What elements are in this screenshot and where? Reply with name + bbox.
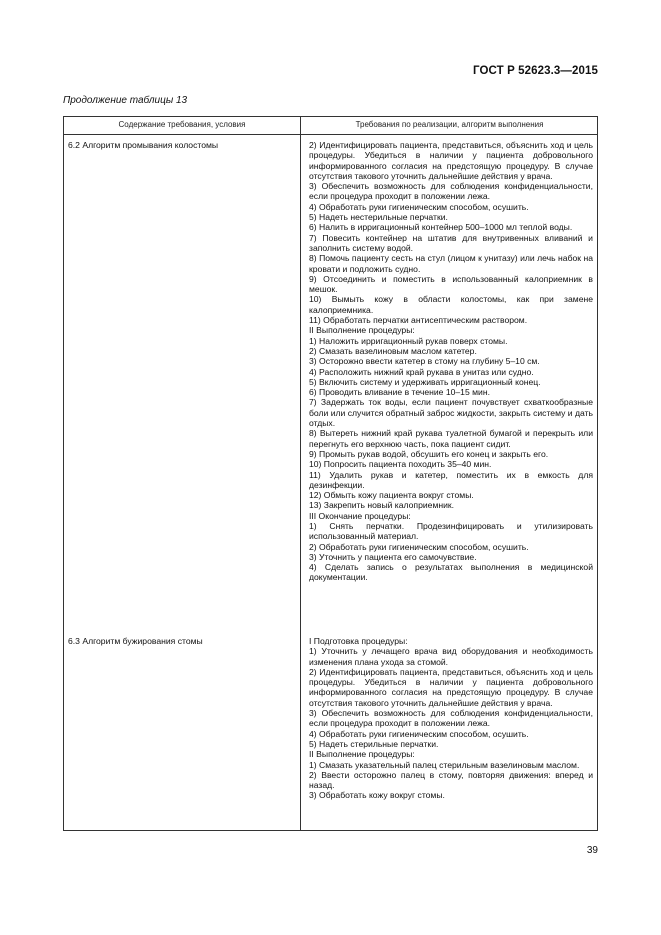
step-line: 6) Проводить вливание в течение 10–15 мин.	[309, 387, 490, 398]
step-line: 11) Обработать перчатки антисептическим раствором.	[309, 315, 528, 326]
header-divider	[64, 134, 597, 135]
step-line: 5) Надеть нестерильные перчатки.	[309, 212, 448, 223]
step-line: 5) Надеть стерильные перчатки.	[309, 738, 439, 749]
step-line: 3) Обеспечить возможность для соблюдения конфиденциальности, если процедура проходит в положении лежа.	[309, 181, 593, 202]
step-line: 4) Обработать руки гигиеническим способом, осушить.	[309, 201, 529, 212]
step-line: 2) Обработать руки гигиеническим способом, осушить.	[309, 541, 529, 552]
step-line: 11) Удалить рукав и катетер, поместить их в емкость для дезинфекции.	[309, 469, 593, 490]
step-line: 2) Смазать вазелиновым маслом катетер.	[309, 345, 477, 356]
row-title-stoma-bougienage: 6.3 Алгоритм бужирования стомы	[68, 636, 203, 646]
row-steps-stoma-bougienage	[309, 636, 593, 801]
step-line: 10) Попросить пациента походить 35–40 мин.	[309, 459, 492, 470]
step-line: I Подготовка процедуры:	[309, 636, 408, 646]
step-line: 4) Обработать руки гигиеническим способом, осушить.	[309, 728, 529, 739]
row-steps-colostomy-irrigation	[309, 140, 593, 583]
step-line: 3) Обеспечить возможность для соблюдения конфиденциальности, если процедура проходит в положении лежа.	[309, 708, 593, 729]
step-line: 3) Уточнить у пациента его самочувствие.	[309, 551, 477, 562]
step-line: 9) Промыть рукав водой, обсушить его конец и закрыть его.	[309, 448, 549, 459]
step-line: 1) Смазать указательный палец стерильным вазелиновым маслом.	[309, 759, 580, 770]
step-line: II Выполнение процедуры:	[309, 749, 415, 760]
step-line: 9) Отсоединить и поместить в использованный калоприемник в мешок.	[309, 273, 593, 295]
step-line: 2) Идентифицировать пациента, представиться, объяснить ход и цель процедуры. Убедиться в наличии у пациента добровольного информированного согласия на предстоящую процедуру. В случае отсутствия такового уточнить дальнейшие действия у врача.	[309, 140, 593, 181]
step-line: 4) Расположить нижний край рукава в унитаз или судно.	[309, 366, 534, 377]
step-line: 1) Уточнить у лечащего врача вид оборудования и необходимость изменения плана ухода за стомой.	[309, 646, 593, 667]
requirements-table	[63, 116, 598, 831]
step-line: 5) Включить систему и удерживать ирригационный конец.	[309, 376, 541, 387]
step-line: III Окончание процедуры:	[309, 510, 411, 521]
step-line: 4) Сделать запись о результатах выполнения в медицинской документации.	[309, 562, 593, 583]
step-line: 7) Повесить контейнер на штатив для внутривенных вливаний и заполнить систему водой.	[309, 232, 593, 253]
column-divider	[300, 117, 301, 830]
step-line: II Выполнение процедуры:	[309, 325, 415, 336]
step-line: 7) Задержать ток воды, если пациент почувствует схваткообразные боли или случится обратный заброс жидкости, закрыть систему и дать отдых.	[309, 397, 593, 429]
step-line: 10) Вымыть кожу в области колостомы, как при замене калоприемника.	[309, 294, 593, 315]
step-line: 8) Помочь пациенту сесть на стул (лицом к унитазу) или лечь набок на кровати и подложить судно.	[309, 253, 593, 274]
step-line: 6) Налить в ирригационный контейнер 500–1000 мл теплой воды.	[309, 222, 573, 233]
table-caption: Продолжение таблицы 13	[63, 95, 188, 106]
step-line: 13) Закрепить новый калоприемник.	[309, 500, 455, 511]
document-code: ГОСТ Р 52623.3—2015	[473, 65, 598, 77]
step-line: 3) Обработать кожу вокруг стомы.	[309, 790, 445, 801]
step-line: 3) Осторожно ввести катетер в стому на глубину 5–10 см.	[309, 356, 540, 367]
page-number: 39	[586, 845, 598, 856]
step-line: 1) Наложить ирригационный рукав поверх стомы.	[309, 335, 508, 346]
row-title-colostomy-irrigation: 6.2 Алгоритм промывания колостомы	[68, 140, 219, 150]
step-line: 1) Снять перчатки. Продезинфицировать и утилизировать использованный материал.	[309, 520, 593, 542]
step-line: 2) Ввести осторожно палец в стому, повторяя движения: вперед и назад.	[309, 769, 593, 791]
step-line: 8) Вытереть нижний край рукава туалетной бумагой и перекрыть или перегнуть его верхнюю часть, пока пациент сидит.	[309, 428, 593, 449]
column-header-algorithm: Требования по реализации, алгоритм выполнения	[355, 120, 544, 129]
step-line: 2) Идентифицировать пациента, представиться, объяснить ход и цель процедуры. Убедиться в наличии у пациента добровольного информированного согласия на предстоящую процедуру. В случае отсутствия такового уточнить дальнейшие действия у врача.	[309, 666, 593, 708]
step-line: 12) Обмыть кожу пациента вокруг стомы.	[309, 490, 474, 501]
column-header-conditions: Содержание требования, условия	[118, 120, 246, 129]
